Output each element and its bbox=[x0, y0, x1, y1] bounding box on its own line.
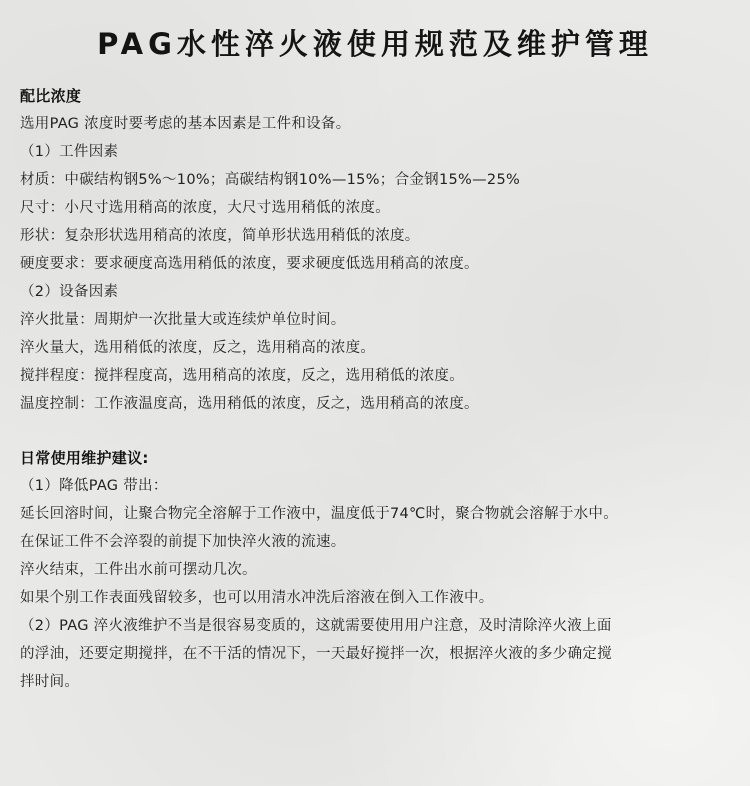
text-line: 在保证工件不会淬裂的前提下加快淬火液的流速。 bbox=[20, 534, 346, 550]
subheading-workpiece-factors: （1）工件因素 bbox=[20, 144, 119, 160]
text-line: 延长回溶时间，让聚合物完全溶解于工作液中，温度低于74℃时，聚合物就会溶解于水中。 bbox=[20, 506, 619, 522]
text-line: 形状：复杂形状选用稍高的浓度，简单形状选用稍低的浓度。 bbox=[20, 228, 420, 244]
section-spacer bbox=[20, 418, 740, 444]
text-line: （2）PAG 淬火液维护不当是很容易变质的，这就需要使用用户注意，及时清除淬火液上面 bbox=[20, 618, 612, 634]
text-line: 搅拌程度：搅拌程度高，选用稍高的浓度，反之，选用稍低的浓度。 bbox=[20, 368, 464, 384]
text-line: 选用PAG 浓度时要考虑的基本因素是工件和设备。 bbox=[20, 116, 351, 132]
text-line: 尺寸：小尺寸选用稍高的浓度，大尺寸选用稍低的浓度。 bbox=[20, 200, 390, 216]
subheading-equipment-factors: （2）设备因素 bbox=[20, 284, 119, 300]
text-line: 硬度要求：要求硬度高选用稍低的浓度，要求硬度低选用稍高的浓度。 bbox=[20, 256, 479, 272]
section-heading-ratio: 配比浓度 bbox=[20, 87, 82, 105]
text-line: 淬火量大，选用稍低的浓度，反之，选用稍高的浓度。 bbox=[20, 340, 376, 356]
text-line: 温度控制：工作液温度高，选用稍低的浓度，反之，选用稍高的浓度。 bbox=[20, 396, 479, 412]
text-line: 材质：中碳结构钢5%～10%；高碳结构钢10%—15%；合金钢15%—25% bbox=[20, 172, 521, 188]
text-line: 淬火批量：周期炉一次批量大或连续炉单位时间。 bbox=[20, 312, 346, 328]
text-line: 淬火结束，工件出水前可摆动几次。 bbox=[20, 562, 257, 578]
document-body bbox=[20, 82, 740, 696]
subheading-reduce-dragout: （1）降低PAG 带出： bbox=[20, 478, 168, 494]
text-line: 如果个别工作表面残留较多，也可以用清水冲洗后溶液在倒入工作液中。 bbox=[20, 590, 494, 606]
text-line: 拌时间。 bbox=[20, 674, 80, 690]
text-line: 的浮油，还要定期搅拌，在不干活的情况下，一天最好搅拌一次，根据淬火液的多少确定搅 bbox=[20, 646, 612, 662]
section-heading-maintenance: 日常使用维护建议: bbox=[20, 449, 149, 467]
page-title: PAG水性淬火液使用规范及维护管理 bbox=[97, 27, 653, 61]
